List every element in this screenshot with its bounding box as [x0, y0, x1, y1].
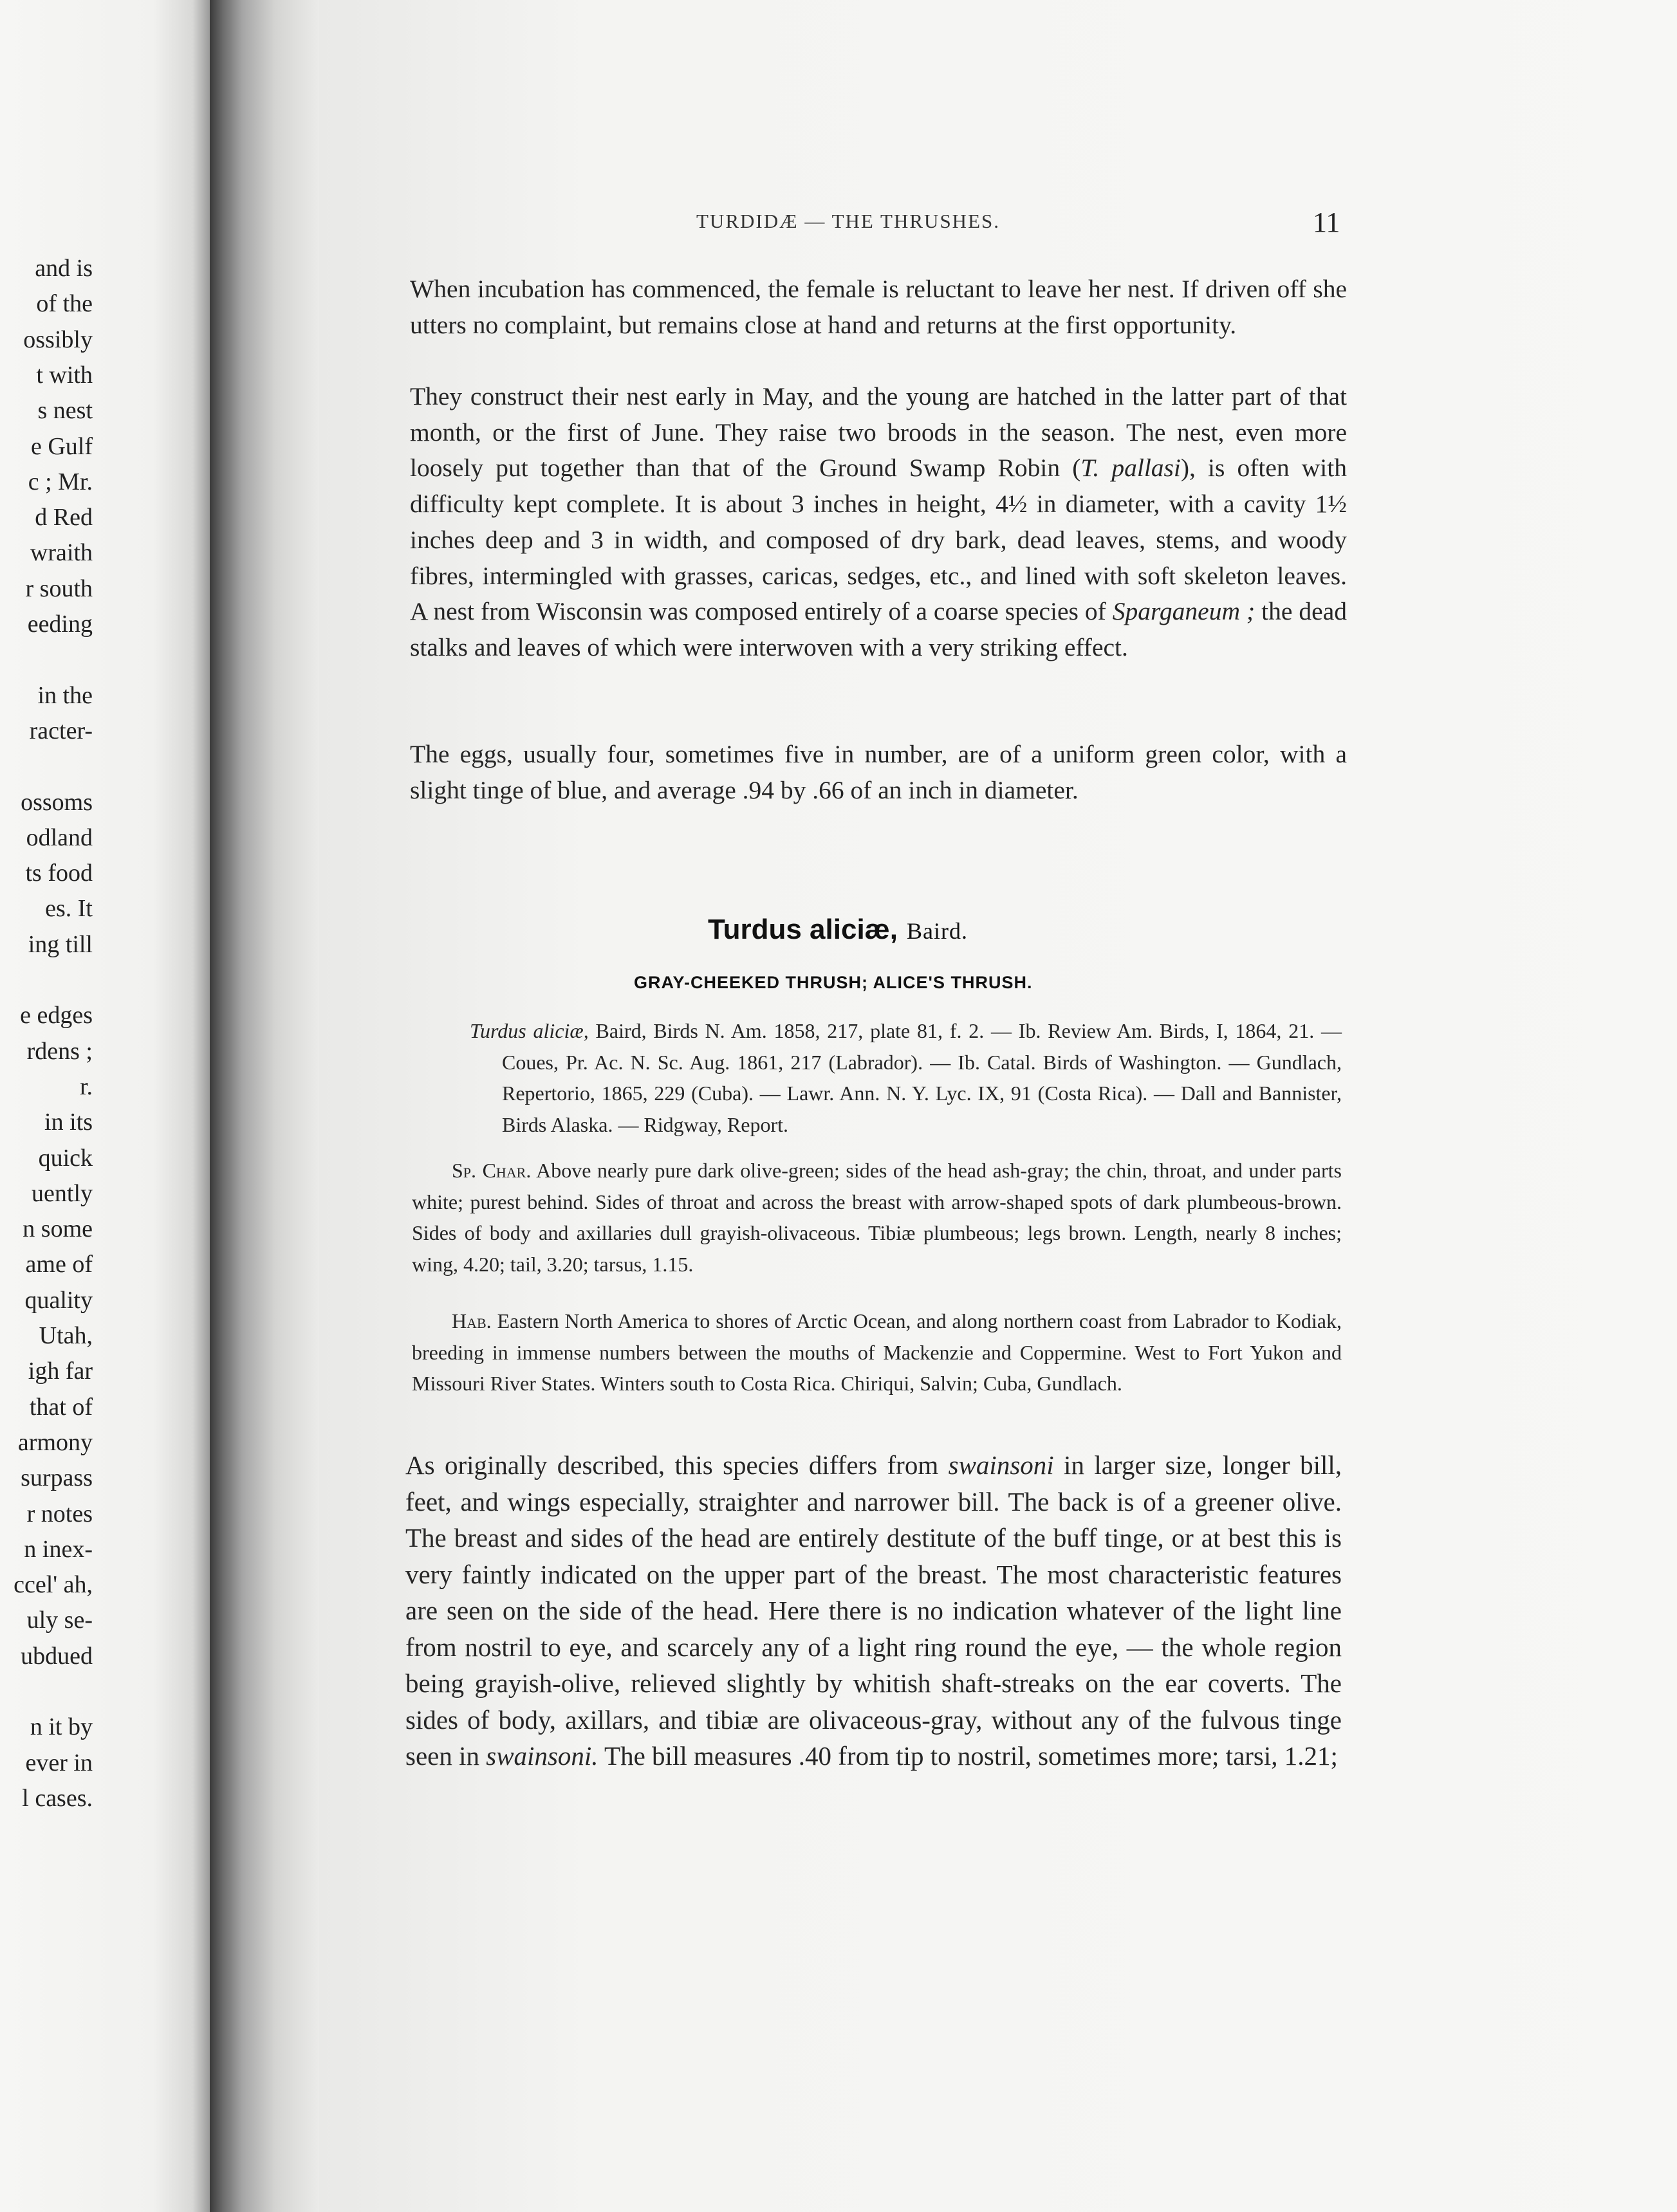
paragraph-eggs: The eggs, usually four, sometimes five in number, are of a uniform green color, with a slight tinge of blue, and average .94 by .66 of an inch in diameter.: [410, 740, 1347, 804]
left-page-line: ossibly: [23, 326, 93, 353]
species-scientific-name: Turdus aliciæ,: [708, 914, 898, 945]
book-gutter-shadow: [210, 0, 319, 2212]
left-page-line: and is: [35, 255, 93, 282]
synonymy-italic: Turdus aliciæ,: [470, 1019, 589, 1042]
desc-italic-1: swainsoni: [948, 1450, 1054, 1480]
left-page-line: n it by: [30, 1713, 93, 1741]
sp-char-text: Above nearly pure dark olive-green; sides of the head ash-gray; the chin, throat, and under parts white; purest behind. Sides of throat and across the breast with arrow-shaped spots of dark plumbeous-brown. Sides of body and axillaries dull grayish-olivaceous. Tibiæ plumbeous; legs brown. Length, nearly 8 inches; wing, 4.20; tail, 3.20; tarsus, 1.15.: [412, 1159, 1342, 1276]
left-page-line: in the: [37, 681, 93, 709]
desc-text-1: As originally described, this species differs from: [405, 1450, 949, 1480]
left-page-line: armony: [17, 1428, 93, 1456]
left-page-line: e Gulf: [30, 432, 93, 460]
left-page-line: ossoms: [21, 788, 93, 816]
left-page-line: d Red: [35, 504, 93, 531]
species-author: Baird.: [907, 918, 968, 944]
left-page-line: ubdued: [21, 1642, 93, 1670]
paragraph-incubation: When incubation has commenced, the female is reluctant to leave her nest. If driven off she utters no complaint, but remains close at hand and returns at the first opportunity.: [410, 275, 1347, 339]
paragraph-description: [405, 1447, 1342, 1774]
desc-text-3: The bill measures .40 from tip to nostril, sometimes more; tarsi, 1.21;: [598, 1741, 1338, 1771]
nest-text-1: They construct their nest early in May, and the young are hatched in the latter part of that month, or the first of June. They raise two broods in the season. The nest, even more loosely put together than that of the Ground Swamp Robin (: [410, 382, 1347, 483]
left-page-line: l cases.: [22, 1784, 93, 1812]
left-page-line: es. It: [45, 895, 93, 923]
left-page-line: that of: [29, 1393, 93, 1421]
left-page-line: of the: [36, 290, 93, 318]
synonymy-block: [470, 1015, 1342, 1140]
left-page-line: uly se-: [26, 1607, 93, 1634]
hab-label: Hab.: [452, 1309, 492, 1332]
left-page-line: ccel' ah,: [14, 1571, 93, 1599]
species-common-name: GRAY-CHEEKED THRUSH; ALICE'S THRUSH.: [634, 973, 1033, 992]
desc-text-2: in larger size, longer bill, feet, and wings especially, straighter and narrower bill. The back is of a greener olive. The breast and sides of the head are entirely destitute of the buff tinge, or at best this is very faintly indicated on the upper part of the breast. The most characteristic features are seen on the side of the head. Here there is no indication whatever of the light line from nostril to eye, and scarcely any of a light ring round the eye, — the whole region being grayish-olive, relieved slightly by whitish shaft-streaks on the ear coverts. The sides of body, axillars, and tibiæ are olivaceous-gray, without any of the fulvous tinge seen in: [405, 1450, 1342, 1771]
left-page-line: igh far: [28, 1358, 93, 1385]
left-page-line: odland: [26, 824, 93, 851]
left-page-line: ing till: [28, 930, 93, 958]
left-page-line: r.: [79, 1073, 93, 1100]
page-number: 11: [1313, 207, 1340, 238]
left-page-line: eeding: [27, 611, 93, 638]
left-page-line: n some: [23, 1215, 93, 1243]
left-page-line: c ; Mr.: [28, 468, 93, 495]
species-heading: [708, 914, 968, 946]
left-page-line: quality: [24, 1286, 93, 1314]
left-page-line: r notes: [26, 1500, 93, 1527]
paragraph-nest: [410, 379, 1347, 666]
left-page-line: Utah,: [39, 1322, 93, 1349]
left-page-line: uently: [32, 1179, 93, 1207]
sp-char-label: Sp. Char.: [452, 1159, 532, 1182]
left-page-line: quick: [38, 1144, 93, 1172]
left-page-line: s nest: [37, 397, 93, 425]
nest-text-2: ), is often with difficulty kept complete. It is about 3 inches in height, 4½ in diameter, with a cavity 1½ inches deep and 3 in width, and composed of dry bark, dead leaves, stems, and woody fibres, intermingled with grasses, caricas, sedges, etc., and lined with soft skeleton leaves. A nest from Wisconsin was composed entirely of a coarse species of: [410, 454, 1347, 626]
nest-italic-1: T. pallasi: [1080, 454, 1181, 483]
left-page-line: ever in: [25, 1749, 93, 1776]
left-page-line: t with: [36, 361, 93, 389]
left-page-line: in its: [44, 1109, 93, 1136]
left-page-line: wraith: [30, 539, 93, 567]
left-page-line: ts food: [25, 860, 93, 887]
left-page-line: surpass: [21, 1464, 93, 1492]
specific-characters: [412, 1155, 1342, 1280]
left-page-line: e edges: [20, 1002, 93, 1029]
left-page-line: rdens ;: [26, 1037, 93, 1065]
left-page-line: n inex-: [24, 1535, 93, 1563]
hab-text: Eastern North America to shores of Arctic Ocean, and along northern coast from Labrador to Kodiak, breeding in immense numbers between the mouths of Mackenzie and Coppermine. West to Fort Yukon and Missouri River States. Winters south to Costa Rica. Chiriqui, Salvin; Cuba, Gundlach.: [412, 1309, 1342, 1395]
left-page-line: racter-: [29, 717, 93, 744]
left-page-fragment: [0, 0, 219, 2212]
left-page-line: r south: [25, 575, 93, 602]
left-page-line: ame of: [25, 1251, 93, 1278]
synonymy-text: Baird, Birds N. Am. 1858, 217, plate 81, f. 2. — Ib. Review Am. Birds, I, 1864, 21. — Coues, Pr. Ac. N. Sc. Aug. 1861, 217 (Labrador). — Ib. Catal. Birds of Washington. — Gundlach, Repertorio, 1865, 229 (Cuba). — Lawr. Ann. N. Y. Lyc. IX, 91 (Costa Rica). — Dall and Bannister, Birds Alaska. — Ridgway, Report.: [502, 1019, 1342, 1136]
nest-text-3: the dead stalks and leaves of which were interwoven with a very striking effect.: [410, 597, 1347, 661]
running-head: TURDIDÆ — THE THRUSHES.: [696, 210, 1000, 232]
nest-italic-2: Sparganeum ;: [1112, 597, 1255, 626]
habitat: [412, 1305, 1342, 1399]
desc-italic-2: swainsoni.: [486, 1741, 598, 1771]
